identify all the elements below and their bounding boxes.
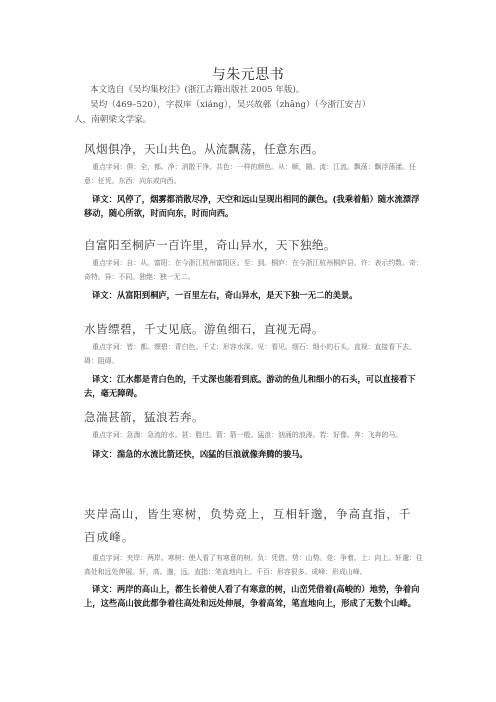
vocab-note: 重点字词：自：从。富阳：在今浙江杭州富阳区。至：到。桐庐：在今浙江杭州桐庐县。许：表示约数。奇：奇特。异：不同。独绝：独一无二。 — [84, 259, 423, 281]
section-3 — [84, 320, 424, 400]
document-title: 与朱元思书 — [211, 67, 285, 83]
section-heading: 自富阳至桐庐一百许里，奇山异水，天下独绝。 — [84, 238, 336, 252]
intro-line: 人，南朝梁文学家。 — [74, 115, 152, 125]
translation: 译文：两岸的高山上，都生长着使人看了有寒意的树，山峦凭借着(高峻的）地势，争着向上，这些高山彼此都争着往高处和远处伸展，争着高耸，笔直地向上，形成了无数个山峰。 — [84, 584, 420, 608]
section-1 — [84, 140, 424, 220]
vocab-note: 重点字词：俱：全，都。净：消散干净。共色：一样的颜色。从：顺，随。流：江流。飘荡：飘浮荡漾。任意：任凭。东西：向东或向西。 — [84, 163, 416, 185]
section-heading: 夹岸高山，皆生寒树，负势竞上，互相轩邈，争高直指，千百成峰。 — [84, 507, 412, 544]
section-4 — [84, 408, 424, 461]
translation: 译文：江水都是青白色的，千丈深也能看到底。游动的鱼儿和细小的石头，可以直接看下去，毫无障碍。 — [84, 374, 416, 398]
vocab-note: 重点字词：夹岸：两岸。寒树：使人看了有寒意的树。负：凭借。势：山势。竞：争着。上：向上。轩邈：往高处和远处伸展。轩，高。邈，远。直指：笔直地向上。千百：形容很多。成峰：形成山峰。 — [84, 554, 423, 576]
section-5 — [84, 503, 424, 610]
vocab-note: 重点字词：皆：都。缥碧：青白色。千丈：形容水深。见：看见。细石：细小的石头。直视：直接看下去。碍：阻碍。 — [84, 343, 416, 365]
source-intro — [74, 83, 454, 128]
translation: 译文：从富阳到桐庐，一百里左右，奇山异水，是天下独一无二的美景。 — [92, 290, 358, 300]
intro-line: 本文选自《吴均集校注》(浙江古籍出版社 2005 年版)。 — [90, 85, 305, 95]
section-2 — [84, 236, 424, 302]
translation: 译文：湍急的水流比箭还快，凶猛的巨浪就像奔腾的骏马。 — [92, 448, 308, 459]
section-heading: 风烟俱净，天山共色。从流飘荡，任意东西。 — [84, 142, 324, 156]
translation: 译文：风停了，烟雾都消散尽净，天空和远山呈现出相同的颜色。(我乘着船）随水流漂浮移动，随心所欲，时而向东，时而向西。 — [84, 194, 420, 218]
section-heading: 急湍甚箭，猛浪若奔。 — [84, 410, 204, 424]
section-heading: 水皆缥碧，千丈见底。游鱼细石，直视无碍。 — [84, 322, 324, 336]
intro-line: 吴均（469–520），字叔庠（xiáng），吴兴故鄣（zhāng）（今浙江安吉） — [90, 100, 371, 110]
vocab-note: 重点字词：急湍：急流的水。甚：胜过。箭：箭一般。猛浪：汹涌的浪涛。若：好像。奔：飞奔的马。 — [92, 431, 403, 439]
